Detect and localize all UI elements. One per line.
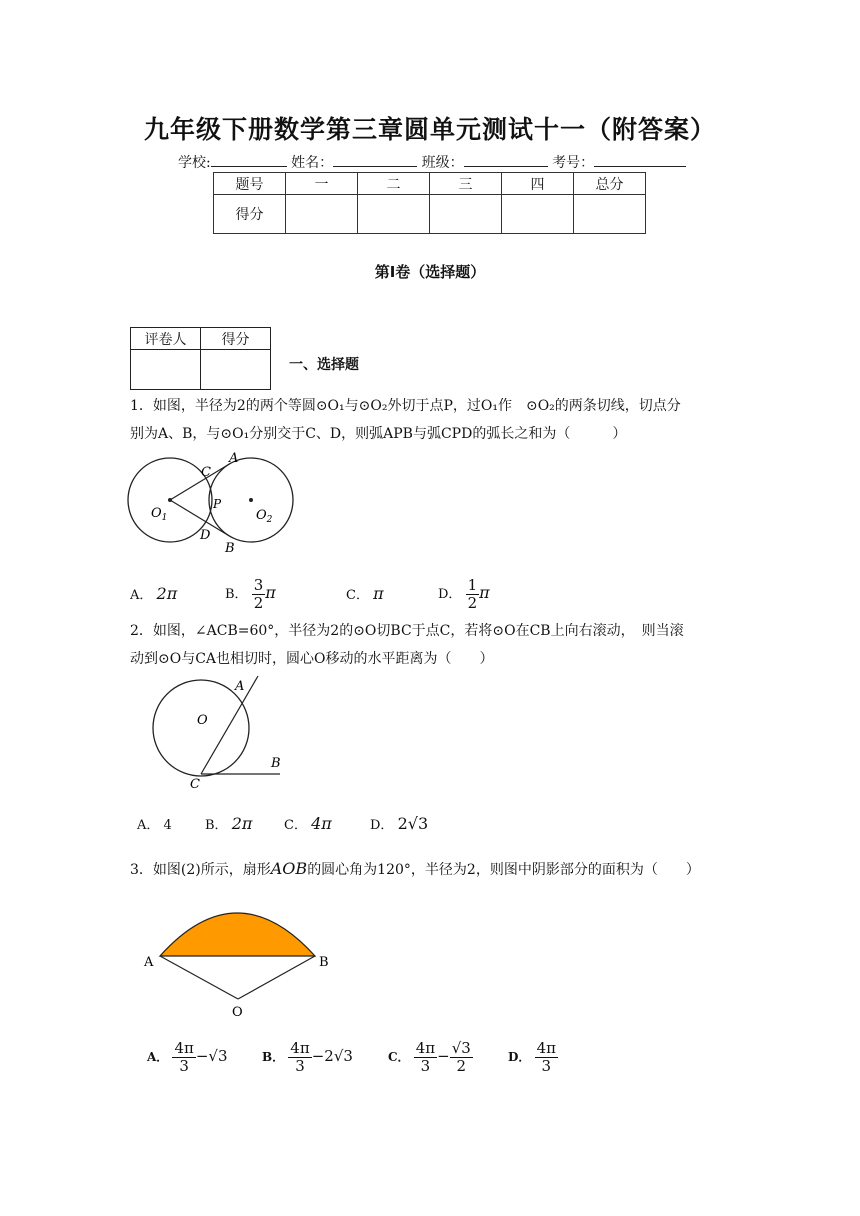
label-c: C bbox=[201, 465, 211, 480]
question-3-text: 3．如图(2)所示，扇形AOB的圆心角为120°，半径为2，则图中阴影部分的面积为（ ） bbox=[130, 859, 700, 878]
label-b: B bbox=[225, 541, 235, 556]
q1-option-b[interactable]: B． $\frac{3}{2}$ π bbox=[225, 576, 276, 612]
label-o: O bbox=[232, 1005, 243, 1020]
question-1-figure bbox=[120, 446, 310, 556]
label-b: B bbox=[319, 955, 329, 970]
grader-table bbox=[130, 327, 271, 390]
question-1-line-2: 别为A、B，与⊙O₁分别交于C、D，则弧APB与弧CPD的弧长之和为（ ） bbox=[130, 426, 627, 442]
exam-no-blank[interactable] bbox=[594, 153, 686, 167]
q1-option-c[interactable]: C． π bbox=[346, 584, 384, 603]
grader-header: 得分 bbox=[201, 328, 271, 350]
q1-option-a[interactable]: A． 2π bbox=[130, 584, 178, 603]
school-label: 学校: bbox=[178, 155, 211, 171]
name-label: 姓名： bbox=[291, 155, 334, 171]
shaded-segment bbox=[160, 913, 315, 956]
q3-option-a[interactable]: A． $\frac{4\pi}{3}$ −√3 bbox=[147, 1039, 228, 1075]
label-o1: $O_1$ bbox=[151, 506, 168, 523]
q3-option-d[interactable]: D． $\frac{4\pi}{3}$ bbox=[508, 1039, 556, 1075]
q2-option-d[interactable]: D． 2√3 bbox=[370, 814, 429, 833]
part-title: 一、选择题 bbox=[289, 357, 359, 373]
q3-option-c[interactable]: C． $\frac{4\pi}{3}$ − $\frac{√3}{2}$ bbox=[388, 1039, 471, 1075]
question-2-line-2: 动到⊙O与CA也相切时，圆心O移动的水平距离为（ ） bbox=[130, 651, 494, 667]
label-a: A bbox=[235, 679, 245, 694]
grader-header: 评卷人 bbox=[131, 328, 201, 350]
grader-cell[interactable] bbox=[131, 350, 201, 390]
label-a: A bbox=[229, 451, 239, 466]
score-cell[interactable] bbox=[502, 195, 574, 234]
score-header: 题号 bbox=[214, 173, 286, 195]
question-2-figure bbox=[145, 670, 295, 795]
label-o2: $O_2$ bbox=[256, 508, 273, 525]
score-cell[interactable] bbox=[574, 195, 646, 234]
score-header: 总分 bbox=[574, 173, 646, 195]
center-o1 bbox=[168, 498, 172, 502]
score-header: 四 bbox=[502, 173, 574, 195]
score-row-label: 得分 bbox=[214, 195, 286, 234]
score-cell[interactable] bbox=[430, 195, 502, 234]
section-title: 第I卷（选择题） bbox=[374, 263, 486, 281]
class-blank[interactable] bbox=[464, 153, 548, 167]
score-header: 一 bbox=[286, 173, 358, 195]
q2-option-b[interactable]: B． 2π bbox=[205, 814, 253, 833]
label-c: C bbox=[190, 777, 200, 792]
center-o2 bbox=[249, 498, 253, 502]
page-title: 九年级下册数学第三章圆单元测试十一（附答案） bbox=[143, 115, 716, 144]
q2-option-a[interactable]: A． 4 bbox=[137, 818, 172, 833]
circle-o bbox=[153, 680, 249, 776]
q2-option-c[interactable]: C． 4π bbox=[284, 814, 332, 833]
score-cell[interactable] bbox=[358, 195, 430, 234]
label-d: D bbox=[200, 528, 211, 543]
score-cell[interactable] bbox=[286, 195, 358, 234]
label-o: O bbox=[197, 713, 208, 728]
question-1-text bbox=[130, 392, 735, 448]
class-label: 班级： bbox=[421, 155, 464, 171]
score-header: 二 bbox=[358, 173, 430, 195]
label-b: B bbox=[271, 756, 281, 771]
q3-option-b[interactable]: B． $\frac{4\pi}{3}$ −2√3 bbox=[262, 1039, 353, 1075]
question-1-line-1: 1．如图，半径为2的两个等圆⊙O₁与⊙O₂外切于点P，过O₁作 ⊙O₂的两条切线，切点分 bbox=[130, 398, 681, 414]
question-3-figure bbox=[135, 900, 355, 1025]
label-a: A bbox=[144, 955, 154, 970]
exam-no-label: 考号： bbox=[552, 155, 595, 171]
name-blank[interactable] bbox=[333, 153, 417, 167]
score-header: 三 bbox=[430, 173, 502, 195]
q1-option-d[interactable]: D． $\frac{1}{2}$ π bbox=[438, 576, 490, 612]
question-2-line-1: 2．如图，∠ACB=60°，半径为2的⊙O切BC于点C，若将⊙O在CB上向右滚动， 则当滚 bbox=[130, 623, 684, 639]
school-blank[interactable] bbox=[211, 153, 287, 167]
label-p: P bbox=[213, 497, 222, 511]
score-table bbox=[213, 172, 646, 234]
question-2-text bbox=[130, 617, 735, 673]
radius-oa bbox=[160, 956, 238, 999]
grader-cell[interactable] bbox=[201, 350, 271, 390]
radius-ob bbox=[238, 956, 315, 999]
student-info-line bbox=[178, 152, 686, 172]
